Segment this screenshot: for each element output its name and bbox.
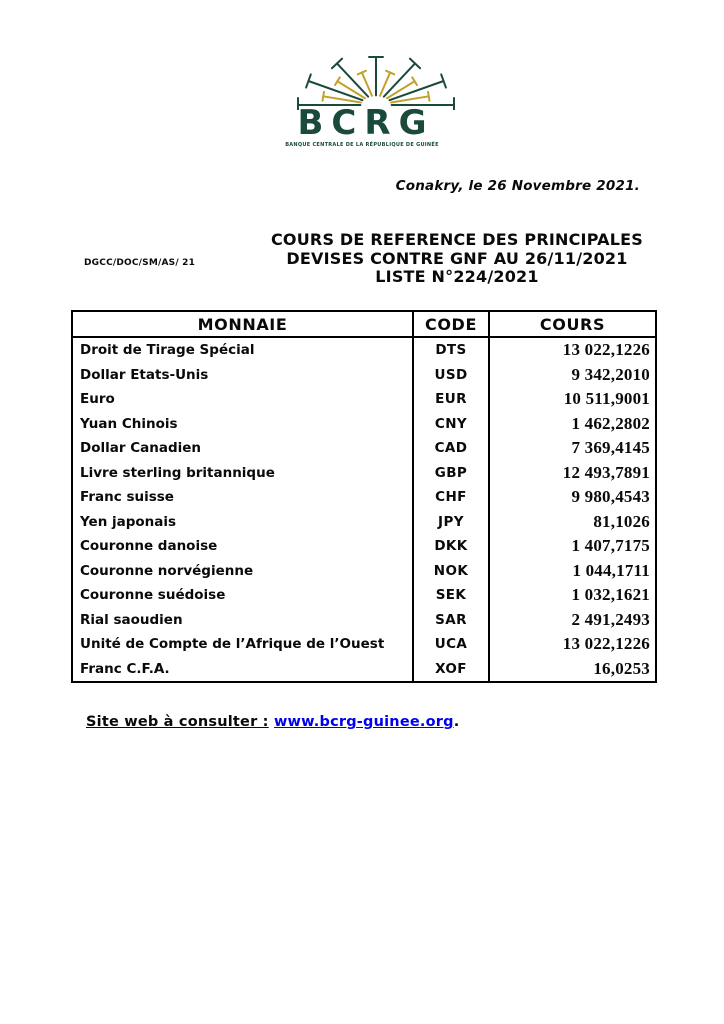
currency-rate: 1 044,1711: [572, 560, 650, 580]
currency-rate: 1 462,2802: [571, 413, 650, 433]
title-line-3: LISTE N°224/2021: [375, 267, 539, 286]
exchange-rates-table: [71, 310, 657, 683]
currency-code: CNY: [414, 412, 490, 437]
currency-name: Couronne danoise: [73, 534, 414, 559]
currency-rate: 13 022,1226: [562, 340, 650, 360]
currency-name: Couronne norvégienne: [73, 559, 414, 584]
currency-code: UCA: [414, 632, 490, 657]
currency-name: Franc suisse: [73, 485, 414, 510]
currency-name: Euro: [73, 387, 414, 412]
currency-rate: 1 032,1621: [571, 585, 650, 605]
bcrg-logo: [0, 48, 724, 148]
website-link[interactable]: www.bcrg-guinee.org: [273, 714, 454, 730]
column-header-cours: COURS: [539, 314, 606, 334]
website-label: Site web à consulter :: [86, 714, 269, 730]
logo-rays-icon: [291, 48, 461, 110]
currency-code: SAR: [414, 608, 490, 633]
currency-name: Dollar Etats-Unis: [73, 363, 414, 388]
currency-rate: 13 022,1226: [562, 634, 650, 654]
logo-subtitle: BANQUE CENTRALE DE LA RÉPUBLIQUE DE GUINÉE: [285, 142, 439, 148]
currency-rate: 2 491,2493: [571, 609, 650, 629]
title-line-1: COURS DE REFERENCE DES PRINCIPALES: [270, 230, 643, 249]
currency-code: SEK: [414, 583, 490, 608]
column-header-code: CODE: [414, 312, 490, 336]
footer-note: [86, 714, 459, 730]
currency-name: Franc C.F.A.: [73, 657, 414, 682]
currency-code: USD: [414, 363, 490, 388]
currency-code: XOF: [414, 657, 490, 682]
currency-rate: 12 493,7891: [562, 462, 650, 482]
currency-rate: 9 342,2010: [571, 364, 650, 384]
currency-name: Droit de Tirage Spécial: [73, 338, 414, 363]
currency-rate: 16,0253: [593, 658, 650, 678]
currency-code: EUR: [414, 387, 490, 412]
currency-name: Couronne suédoise: [73, 583, 414, 608]
date-line: Conakry, le 26 Novembre 2021.: [395, 178, 640, 194]
logo-acronym: BCRG: [297, 103, 435, 143]
currency-rate: 10 511,9001: [563, 389, 650, 409]
currency-name: Yuan Chinois: [73, 412, 414, 437]
currency-name: Unité de Compte de l’Afrique de l’Ouest: [73, 632, 414, 657]
table-header-row: [73, 312, 655, 338]
currency-name: Rial saoudien: [73, 608, 414, 633]
currency-code: CHF: [414, 485, 490, 510]
currency-code: DKK: [414, 534, 490, 559]
currency-name: Yen japonais: [73, 510, 414, 535]
currency-rate: 9 980,4543: [571, 487, 650, 507]
currency-code: GBP: [414, 461, 490, 486]
currency-name: Dollar Canadien: [73, 436, 414, 461]
currency-rate: 1 407,7175: [571, 536, 650, 556]
title-line-2: DEVISES CONTRE GNF AU 26/11/2021: [286, 248, 628, 268]
currency-rate: 7 369,4145: [571, 438, 650, 458]
currency-code: NOK: [414, 559, 490, 584]
footer-period: .: [453, 714, 460, 730]
table-body: [73, 338, 655, 681]
document-title: [256, 231, 658, 287]
currency-code: CAD: [414, 436, 490, 461]
currency-name: Livre sterling britannique: [73, 461, 414, 486]
document-reference: DGCC/DOC/SM/AS/ 21: [84, 258, 196, 268]
column-header-monnaie: MONNAIE: [73, 312, 414, 336]
currency-rate: 81,1026: [593, 511, 650, 531]
currency-code: DTS: [414, 338, 490, 363]
currency-code: JPY: [414, 510, 490, 535]
